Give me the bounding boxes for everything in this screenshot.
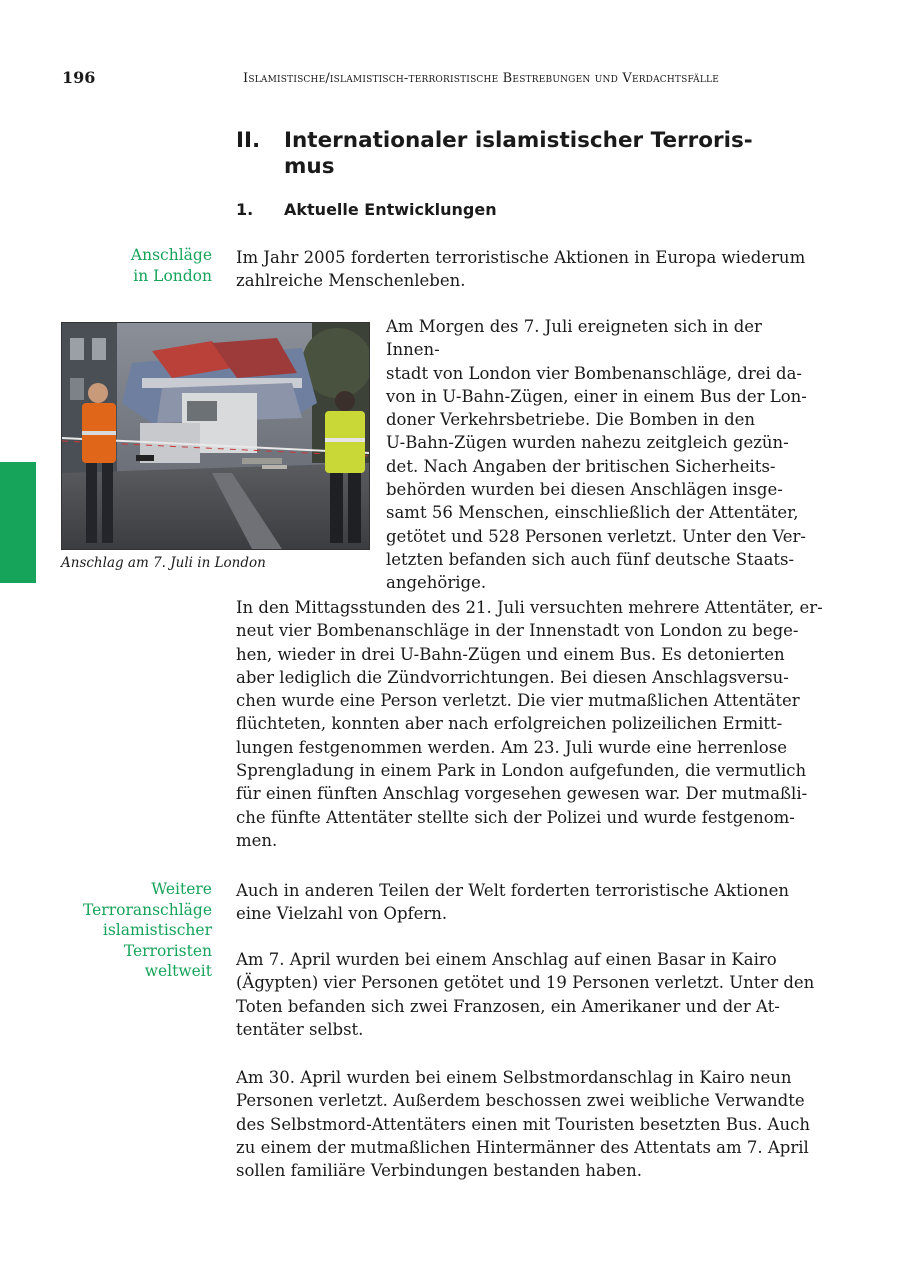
text-line: tentäter selbst. xyxy=(236,1019,364,1039)
text-line: getötet und 528 Personen verletzt. Unter den Ver- xyxy=(386,526,806,546)
text-line: behörden wurden bei diesen Anschlägen insge- xyxy=(386,480,783,500)
text-line: Auch in anderen Teilen der Welt forderten terroristische Aktionen xyxy=(236,881,789,900)
text-line: letzten befanden sich auch fünf deutsche Staats- xyxy=(386,549,795,569)
text-line: Personen verletzt. Außerdem beschossen zwei weibliche Verwandte xyxy=(236,1091,805,1111)
paragraph-april7 xyxy=(236,948,826,1041)
subsection-title: Aktuelle Entwicklungen xyxy=(284,200,497,219)
text-line: sollen familiäre Verbindungen bestanden haben. xyxy=(236,1161,643,1181)
photo-illustration xyxy=(62,323,369,549)
margin-note-line: Terroristen xyxy=(123,941,212,960)
margin-note-line: Weitere xyxy=(151,880,212,898)
text-line: samt 56 Menschen, einschließlich der Attentäter, xyxy=(386,503,799,523)
text-line: stadt von London vier Bombenanschläge, drei da- xyxy=(386,363,802,383)
text-line: Sprengladung in einem Park in London aufgefunden, die vermutlich xyxy=(236,761,807,781)
paragraph-worldwide xyxy=(236,879,826,926)
page-number: 196 xyxy=(62,68,96,87)
text-line: chen wurde eine Person verletzt. Die vier mutmaßlichen Attentäter xyxy=(236,691,800,711)
text-line: hen, wieder in drei U-Bahn-Zügen und einem Bus. Es detonierten xyxy=(236,644,785,664)
margin-note-line: in London xyxy=(133,266,212,285)
subsection-number: 1. xyxy=(236,200,254,219)
photo-caption: Anschlag am 7. Juli in London xyxy=(61,555,266,571)
text-line: U-Bahn-Zügen wurden nahezu zeitgleich gezün- xyxy=(386,433,789,453)
text-line: Im Jahr 2005 forderten terroristische Aktionen in Europa wiederum xyxy=(236,248,806,267)
margin-note-london xyxy=(131,245,212,286)
margin-note-line: Anschläge xyxy=(130,246,212,264)
text-line: zahlreiche Menschenleben. xyxy=(236,271,466,291)
text-line: flüchteten, konnten aber nach erfolgreichen polizeilichen Ermitt- xyxy=(236,714,783,734)
section-title xyxy=(284,128,794,180)
margin-note-line: islamistischer xyxy=(102,921,212,939)
text-line: (Ägypten) vier Personen getötet und 19 Personen verletzt. Unter den xyxy=(236,973,815,993)
text-line: von in U-Bahn-Zügen, einer in einem Bus der Lon- xyxy=(386,386,807,406)
text-line: det. Nach Angaben der britischen Sicherheits- xyxy=(386,456,776,476)
text-line: aber lediglich die Zündvorrichtungen. Bei diesen Anschlagsversu- xyxy=(236,667,789,687)
text-line: für einen fünften Anschlag vorgesehen gewesen war. Der mutmaßli- xyxy=(236,784,808,804)
paragraph-april30 xyxy=(236,1066,826,1182)
text-line: Am 30. April wurden bei einem Selbstmordanschlag in Kairo neun xyxy=(236,1068,792,1087)
paragraph-july21 xyxy=(236,596,826,852)
running-head: Islamistische/islamistisch-terroristische Bestrebungen und Verdachtsfälle xyxy=(243,71,719,86)
text-line: lungen festgenommen werden. Am 23. Juli wurde eine herrenlose xyxy=(236,737,787,757)
margin-note-line: weltweit xyxy=(144,962,212,980)
paragraph-july7 xyxy=(386,315,816,595)
text-line: Am 7. April wurden bei einem Anschlag auf einen Basar in Kairo xyxy=(236,950,777,969)
attack-photo xyxy=(61,322,370,550)
section-title-line: Internationaler islamistischer Terroris- xyxy=(284,128,753,153)
text-line: neut vier Bombenanschläge in der Innenstadt von London zu bege- xyxy=(236,621,799,641)
text-line: des Selbstmord-Attentäters einen mit Touristen besetzten Bus. Auch xyxy=(236,1114,810,1134)
text-line: In den Mittagsstunden des 21. Juli versuchten mehrere Attentäter, er- xyxy=(236,598,823,617)
margin-note-worldwide xyxy=(83,879,212,982)
text-line: zu einem der mutmaßlichen Hintermänner des Attentats am 7. April xyxy=(236,1137,809,1157)
text-line: Toten befanden sich zwei Franzosen, ein Amerikaner und der At- xyxy=(236,996,780,1016)
text-line: eine Vielzahl von Opfern. xyxy=(236,904,448,924)
text-line: angehörige. xyxy=(386,573,487,593)
paragraph-intro xyxy=(236,246,816,293)
chapter-tab-marker xyxy=(0,462,36,583)
margin-note-line: Terroranschläge xyxy=(82,900,212,919)
text-line: che fünfte Attentäter stellte sich der Polizei und wurde festgenom- xyxy=(236,807,795,827)
text-line: doner Verkehrsbetriebe. Die Bomben in den xyxy=(386,410,756,430)
section-number: II. xyxy=(236,128,261,153)
text-line: men. xyxy=(236,830,278,850)
text-line: Am Morgen des 7. Juli ereigneten sich in der Innen- xyxy=(386,317,762,360)
section-title-line: mus xyxy=(284,154,335,179)
